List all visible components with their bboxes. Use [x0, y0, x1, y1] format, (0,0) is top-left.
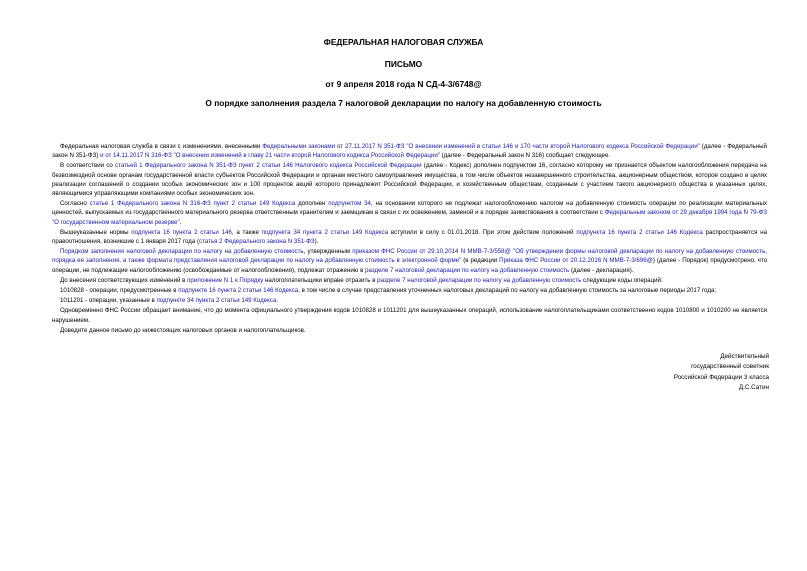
legal-reference-link[interactable]: приказом ФНС России от 29.10.2014 N ММВ-7-3/558@ "Об утверждении формы налоговой декларации по налогу на добавленную стоимость, порядка ее заполнения, а также формата представления налоговой декларации по налогу на добавленную стоимость в электронной форме": [52, 248, 767, 265]
legal-reference-link[interactable]: от 14.11.2017 N 316-ФЗ "О внесении изменений в главу 21 части второй Налогового кодекса Российской Федерации": [105, 152, 440, 160]
legal-reference-link[interactable]: подпункте 16 пункта 2 статьи 146 Кодекса: [178, 287, 299, 295]
body-paragraph: [52, 142, 767, 160]
paragraph-text: Согласно: [60, 200, 90, 208]
paragraph-text: , в том числе в случае представления уточненных налоговых деклараций по налогу на добавленную стоимость за налоговые периоды 2017 года;: [298, 287, 717, 295]
body-paragraph: [52, 306, 767, 324]
paragraph-text: , утвержденным: [303, 248, 353, 256]
document-type: ПИСЬМО: [384, 59, 423, 69]
legal-reference-link[interactable]: подпунктом 34: [328, 200, 371, 208]
paragraph-text: , на основании которого не подлежат налогообложению налогом на добавленную стоимость операции по реализации материальных ценностей, выпускаемых из государственного материального резерва ответственным хранителям и заемщикам в связи с их освежением, заменой и в порядке заимствования в соответствии с: [52, 200, 767, 217]
signature-block: [629, 352, 769, 394]
legal-reference-link[interactable]: подпункта 34 пункта 2 статьи 149 Кодекса: [261, 228, 389, 236]
paragraph-text: (в редакции: [461, 257, 500, 265]
legal-reference-link[interactable]: статье 1 Федерального закона N 316-ФЗ: [89, 200, 211, 208]
paragraph-text: налогоплательщики вправе отразить в: [263, 276, 378, 284]
body-paragraph: [52, 228, 767, 246]
paragraph-text: вступили в силу с 01.01.2018. При этом действие положений: [388, 228, 577, 236]
paragraph-text: Вышеуказанные нормы: [60, 228, 132, 236]
body-paragraph: [52, 161, 767, 198]
legal-reference-link[interactable]: статьей 1 Федерального закона N 351-ФЗ: [115, 162, 237, 170]
signature-class-line: Российской Федерации 3 класса: [673, 373, 769, 381]
paragraph-text: ) (далее - Порядок) предусмотрено, что операции, не подлежащие налогообложению (освобождаемые от налогообложения), подлежат отражению в: [52, 257, 767, 274]
legal-reference-link[interactable]: пункт 2 статьи 149 Кодекса: [213, 200, 296, 208]
legal-reference-link[interactable]: Приказа ФНС России от 20.12.2016 N ММВ-7-3/696@: [499, 257, 653, 265]
paragraph-text: распространяется на правоотношения, возникшие с 1 января 2017 года (: [52, 228, 767, 246]
body-paragraph: [52, 296, 767, 305]
paragraph-text: Доведите данное письмо до нижестоящих налоговых органов и налогоплательщиков.: [60, 326, 306, 334]
legal-reference-link[interactable]: и: [100, 152, 104, 160]
paragraph-text: 1011201 - операции, указанные в: [60, 297, 157, 305]
document-date-number: от 9 апреля 2018 года N СД-4-3/6748@: [325, 79, 482, 89]
paragraph-text: .: [179, 218, 182, 226]
legal-reference-link[interactable]: Федеральными законами от 27.11.2017 N 351-ФЗ "О внесении изменений в статьи 146 и 170 части второй Налогового кодекса Российской Федерации": [262, 143, 700, 150]
legal-reference-link[interactable]: разделе 7 налоговой декларации по налогу на добавленную стоимость: [377, 276, 582, 284]
paragraph-text: следующие коды операций:: [581, 276, 663, 284]
signature-name: Д.С.Сатин: [738, 384, 769, 392]
legal-reference-link[interactable]: Порядком заполнения налоговой декларации по налогу на добавленную стоимость: [60, 248, 304, 256]
body-paragraph: [52, 276, 767, 285]
legal-reference-link[interactable]: разделе 7 налоговой декларации по налогу на добавленную стоимость: [365, 266, 570, 274]
body-paragraph: [52, 286, 767, 295]
paragraph-text: ).: [314, 238, 319, 246]
paragraph-text: 1010828 - операции, предусмотренные в: [60, 287, 179, 295]
signature-title-line: Действительный: [720, 353, 769, 360]
legal-reference-link[interactable]: Федеральным законом от 29 декабря 1994 года N 79-ФЗ "О государственном материальном резерве": [52, 209, 767, 226]
signature-rank-line: государственный советник: [691, 363, 769, 371]
body-paragraph: [52, 247, 767, 275]
paragraph-text: дополнен: [295, 200, 329, 208]
paragraph-text: Одновременно ФНС России обращает внимание, что до момента официального утверждения кодов 1010828 и 1011201 для вышеуказанных операций, использование налогоплательщиками соответственно кодов 1010800 и 1010200 не является нарушением.: [52, 307, 767, 324]
paragraph-text: До внесения соответствующих изменений в: [60, 276, 188, 284]
body-paragraph: [52, 326, 767, 335]
agency-title: ФЕДЕРАЛЬНАЯ НАЛОГОВАЯ СЛУЖБА: [323, 37, 484, 47]
legal-reference-link[interactable]: пункт 2 статьи 146 Налогового кодекса Российской Федерации: [238, 162, 422, 170]
body-paragraph: [52, 199, 767, 227]
legal-reference-link[interactable]: подпункта 16 пункта 2 статьи 146 Кодекса: [576, 228, 703, 236]
letter-body: [52, 142, 767, 336]
paragraph-text: (далее - декларация).: [569, 266, 634, 274]
paragraph-text: , а также: [231, 228, 262, 236]
paragraph-text: (далее - Федеральный закон N 316) сообщает следующее.: [439, 152, 611, 160]
paragraph-text: Федеральная налоговая служба в связи с изменениями, внесенными: [60, 143, 263, 150]
paragraph-text: В соответствии со: [60, 162, 116, 170]
legal-reference-link[interactable]: подпункте 34 пункта 2 статьи 149 Кодекса: [156, 297, 277, 305]
legal-reference-link[interactable]: подпункта 16 пункта 2 статьи 146: [131, 228, 232, 236]
paragraph-text: (далее - Федеральный закон N 351-ФЗ): [52, 143, 767, 160]
document-subject: О порядке заполнения раздела 7 налоговой декларации по налогу на добавленную стоимость: [205, 98, 602, 108]
paragraph-text: (далее - Кодекс) дополнен подпунктом 16, согласно которому не признается объектом налогообложения передача на безвозмездной основе органам государственной власти субъектов Российской Федерации и органам местного самоуправления имущества, в том числе объектов незавершенного строительства, акционерным обществом, которое создано в целях реализации соглашений о создании особых экономических зон и 100 процентов акций которого принадлежит Российской Федерации, и хозяйственным обществам, созданным с участием такого акционерного общества в указанных целях, являющимися управляющими компаниями особых экономических зон.: [52, 162, 767, 198]
legal-reference-link[interactable]: статья 2 Федерального закона N 351-ФЗ: [199, 238, 315, 246]
legal-reference-link[interactable]: приложение N 1 к Порядку: [187, 276, 264, 284]
paragraph-text: .: [276, 297, 279, 305]
